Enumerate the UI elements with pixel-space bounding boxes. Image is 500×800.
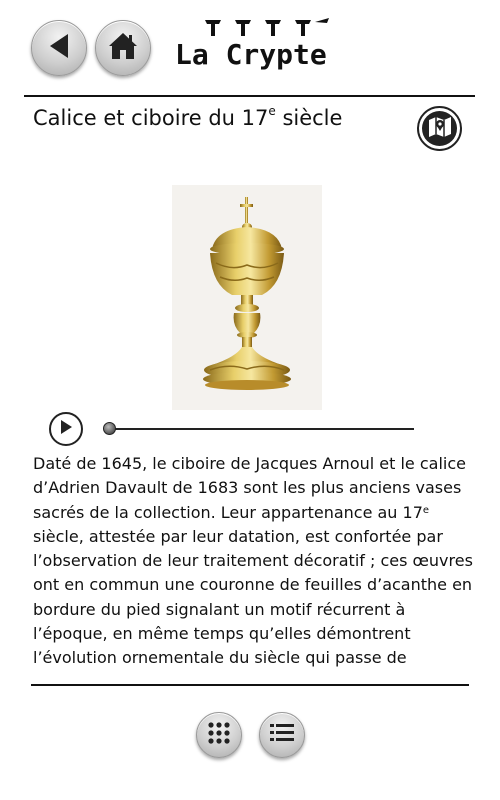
audio-player bbox=[49, 412, 429, 448]
description-text: Daté de 1645, le ciboire de Jacques Arnoul et le calice d’Adrien Davault de 1683 sont les plus anciens vases sacrés de la collection. Leur appartenance au 17e siècle, attestée par leur datation, est confortée par l’observation de leur traitement décoratif ; ces œuvres ont en commun une couronne de feuilles d’acanthe en bordure du pied signalant un motif récurrent à l’époque, en même temps qu’elles démontrent l’évolution ornementale du siècle qui passe de bbox=[33, 454, 473, 668]
header-divider bbox=[24, 95, 475, 97]
logo-text: La Crypte bbox=[175, 38, 327, 71]
play-button[interactable] bbox=[49, 412, 83, 446]
list-icon bbox=[269, 722, 295, 748]
play-icon bbox=[59, 419, 73, 439]
audio-progress-handle[interactable] bbox=[103, 422, 116, 435]
keypad-button[interactable] bbox=[196, 712, 242, 758]
home-icon bbox=[108, 32, 138, 64]
content-bottom-divider bbox=[31, 684, 469, 686]
audio-progress-track[interactable] bbox=[109, 428, 414, 430]
keypad-grid-icon bbox=[206, 720, 232, 750]
back-button[interactable] bbox=[31, 20, 87, 76]
home-button[interactable] bbox=[95, 20, 151, 76]
logo-crown-marks bbox=[203, 16, 333, 38]
back-arrow-icon bbox=[48, 33, 70, 63]
list-button[interactable] bbox=[259, 712, 305, 758]
artwork-image bbox=[172, 185, 322, 410]
map-icon bbox=[428, 116, 452, 142]
map-button[interactable] bbox=[417, 106, 462, 151]
app-logo bbox=[175, 16, 335, 76]
page-title: Calice et ciboire du 17e siècle bbox=[33, 104, 343, 130]
